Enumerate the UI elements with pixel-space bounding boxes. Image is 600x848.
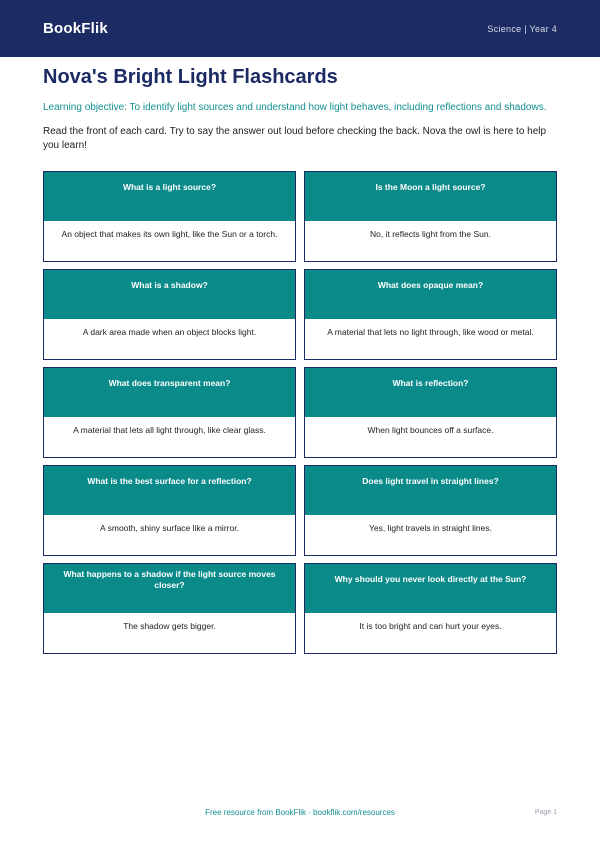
- flashcard-answer: Yes, light travels in straight lines.: [305, 515, 556, 555]
- flashcard: [304, 563, 557, 654]
- flashcard-question: Is the Moon a light source?: [305, 172, 556, 221]
- flashcard-answer: A material that lets no light through, like wood or metal.: [305, 319, 556, 359]
- flashcard-question: What is a shadow?: [44, 270, 295, 319]
- flashcard-answer: A dark area made when an object blocks light.: [44, 319, 295, 359]
- flashcard: [43, 563, 296, 654]
- flashcard: [43, 269, 296, 360]
- footer-resource-link[interactable]: Free resource from BookFlik · bookflik.com/resources: [205, 808, 395, 817]
- flashcard-grid: [43, 171, 557, 654]
- page-number: Page 1: [534, 809, 557, 816]
- flashcard-question: What does opaque mean?: [305, 270, 556, 319]
- flashcard-answer: A material that lets all light through, like clear glass.: [44, 417, 295, 457]
- flashcard: [304, 367, 557, 458]
- flashcard-question: What happens to a shadow if the light source moves closer?: [44, 564, 295, 613]
- flashcard-answer: It is too bright and can hurt your eyes.: [305, 613, 556, 653]
- flashcard-answer: An object that makes its own light, like the Sun or a torch.: [44, 221, 295, 261]
- flashcard-answer: No, it reflects light from the Sun.: [305, 221, 556, 261]
- learning-objective: Learning objective: To identify light sources and understand how light behaves, including reflections and shadows.: [43, 102, 547, 113]
- flashcard: [304, 465, 557, 556]
- flashcard: [304, 269, 557, 360]
- flashcard-question: Why should you never look directly at the Sun?: [305, 564, 556, 613]
- flashcard-question: What does transparent mean?: [44, 368, 295, 417]
- flashcard-answer: When light bounces off a surface.: [305, 417, 556, 457]
- flashcard-question: What is reflection?: [305, 368, 556, 417]
- header-bar: [0, 0, 600, 57]
- flashcard-answer: The shadow gets bigger.: [44, 613, 295, 653]
- flashcard: [43, 465, 296, 556]
- subject-year-label: Science | Year 4: [487, 23, 557, 34]
- page-title: Nova's Bright Light Flashcards: [43, 66, 338, 88]
- flashcard-answer: A smooth, shiny surface like a mirror.: [44, 515, 295, 555]
- flashcard-question: What is a light source?: [44, 172, 295, 221]
- flashcard: [43, 171, 296, 262]
- intro-text: Read the front of each card. Try to say the answer out loud before checking the back. Nova the owl is here to help you learn!: [43, 126, 547, 151]
- flashcard: [304, 171, 557, 262]
- flashcard-question: Does light travel in straight lines?: [305, 466, 556, 515]
- brand-logo[interactable]: BookFlik: [43, 20, 108, 37]
- flashcard-question: What is the best surface for a reflection?: [44, 466, 295, 515]
- flashcard: [43, 367, 296, 458]
